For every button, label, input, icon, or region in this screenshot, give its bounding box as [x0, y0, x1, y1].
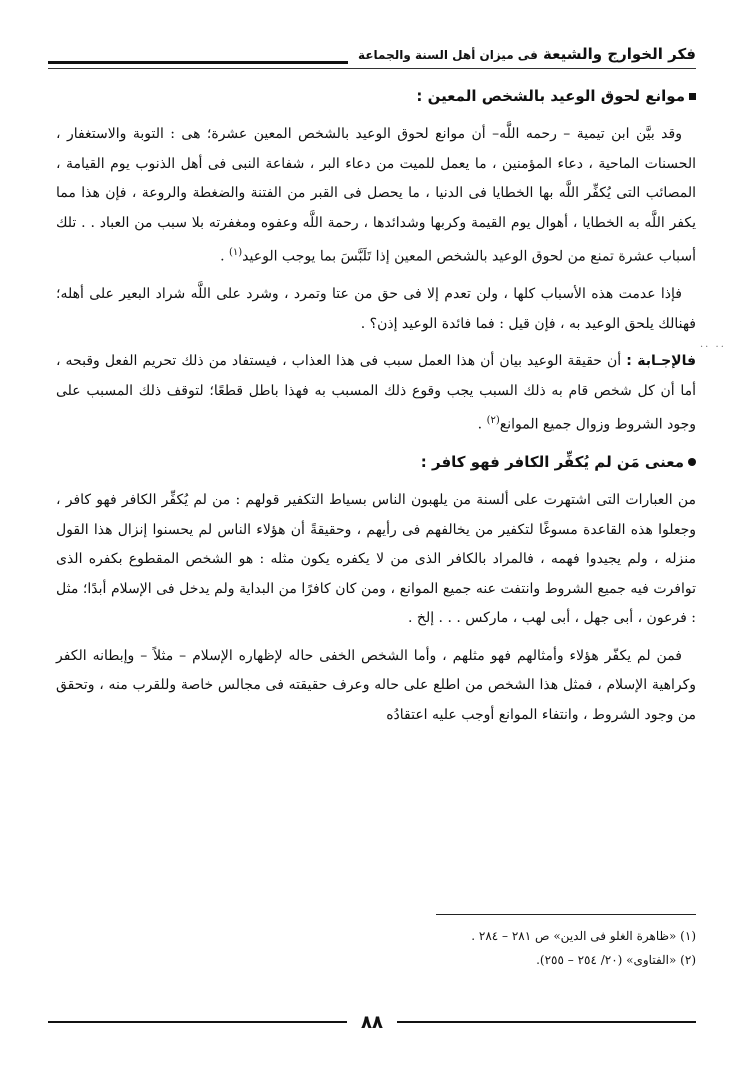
paragraph-3-text: أن حقيقة الوعيد بيان أن هذا العمل سبب فى هذا العذاب ، فيستفاد من ذلك تحريم الفعل وقبحه ، أما أن كل شخص قام به ذلك السبب يجب وقوع ذلك المسبب به فهذا باطل قطعًا؛ لتوقف ذلك المسبب على وجود الشروط وزوال جميع الموانع: [56, 353, 696, 433]
round-bullet-icon: [688, 458, 696, 466]
page-number: ٨٨: [361, 1011, 383, 1033]
paragraph-1-text: وقد بيَّن ابن تيمية – رحمه اللَّه– أن موانع لحوق الوعيد بالشخص المعين عشرة؛ هى : التوبة والاستغفار ، الحسنات الماحية ، دعاء المؤمنين ، ما يعمل للميت من دعاء البر ، شفاعة النبى فى أهل الذنوب يوم القيامة ، المصائب التى يُكفِّر اللَّه بها الخطايا فى الدنيا ، ما يحصل فى القبر من الفتنة والضغطة والروعة ، فإن هذا مما يكفر اللَّه به الخطايا ، أهوال يوم القيمة وكربها وشدائدها ، رحمة اللَّه وعفوه ومغفرته بلا سبب من العباد . . تلك أسباب عشرة تمنع من لحوق الوعيد بالشخص المعين إذا تَلَبَّسَ بما يوجب الوعيد: [56, 126, 696, 265]
running-header: [48, 36, 696, 72]
footer-rule-right: [397, 1021, 696, 1023]
page-footer: [48, 1010, 696, 1034]
footer-rule-left: [48, 1021, 347, 1023]
square-bullet-icon: [689, 93, 696, 100]
footnotes: [56, 924, 696, 972]
footnote-separator: [436, 914, 696, 915]
paragraph-4: [56, 486, 696, 634]
paragraph-3-end: .: [477, 416, 487, 433]
paragraph-2: [56, 280, 696, 339]
answer-label: فالإجـابة :: [626, 353, 697, 370]
paragraph-1-end: .: [220, 248, 229, 265]
paragraph-1: [56, 120, 696, 272]
header-title-sub: فى ميزان أهل السنة والجماعة: [358, 48, 538, 62]
footnote-ref-1[interactable]: (١): [228, 247, 243, 258]
footnote-ref-2[interactable]: (٢): [486, 415, 500, 427]
header-rule: [48, 61, 348, 64]
paragraph-2-text: فإذا عدمت هذه الأسباب كلها ، ولن تعدم إلا فى حق من عتا وتمرد ، وشرد على اللَّه شراد البعير على أهله؛ فهنالك يلحق الوعيد به ، فإن قيل : فما فائدة الوعيد إذن؟ .: [56, 286, 696, 332]
paragraph-5-text: فمن لم يكفّر هؤلاء وأمثالهم فهو مثلهم ، وأما الشخص الخفى حاله لإظهاره الإسلام – مثلاً – وإبطانه الكفر وكراهية الإسلام ، فمثل هذا الشخص من اطلع على حاله وعرف حقيقته فى مجالس خاصة وللقرب منه ، وتحقق من وجود الشروط ، وانتفاء الموانع أوجب عليه اعتقادُه: [56, 647, 696, 723]
header-title: [348, 45, 696, 63]
heading-1-text: موانع لحوق الوعيد بالشخص المعين :: [416, 87, 685, 105]
margin-mark: ·· ··: [700, 342, 726, 353]
paragraph-4-text: من العبارات التى اشتهرت على ألسنة من يلهبون الناس بسياط التكفير قولهم : من لم يُكفِّر الكافر فهو كافر ، وجعلوا هذه القاعدة مسوغًا لتكفير من يخالفهم فى رأيهم ، وحقيقةً أن هؤلاء الناس لم يحسنوا إنزال هذا القول منزله ، ولم يجيدوا فهمه ، فالمراد بالكافر الذى من لا يكفره يكون مثله : هو الشخص المقطوع بكفره الذى توافرت فيه جميع الشروط وانتفت عنه جميع الموانع ، ومن كان كافرًا من البداية ولم يدخل فى الإسلام أبدًا؛ مثل : فرعون ، أبى جهل ، أبى لهب ، ماركس . . . إلخ .: [56, 492, 697, 627]
paragraph-3: [56, 347, 696, 440]
heading-2-text: معنى مَن لم يُكفِّر الكافر فهو كافر :: [420, 453, 684, 472]
section-heading-2: [56, 448, 696, 476]
header-title-main: فكر الخوارج والشيعة: [543, 45, 696, 63]
page-body: [56, 82, 696, 738]
paragraph-5: [56, 642, 696, 731]
section-heading-1: [56, 82, 696, 110]
footnote-1: (١) «ظاهرة الغلو فى الدين» ص ٢٨١ – ٢٨٤ .: [471, 929, 696, 943]
footnote-2: (٢) «الفتاوى» (٢٠/ ٢٥٤ – ٢٥٥).: [536, 953, 696, 967]
header-underline: [48, 68, 696, 69]
